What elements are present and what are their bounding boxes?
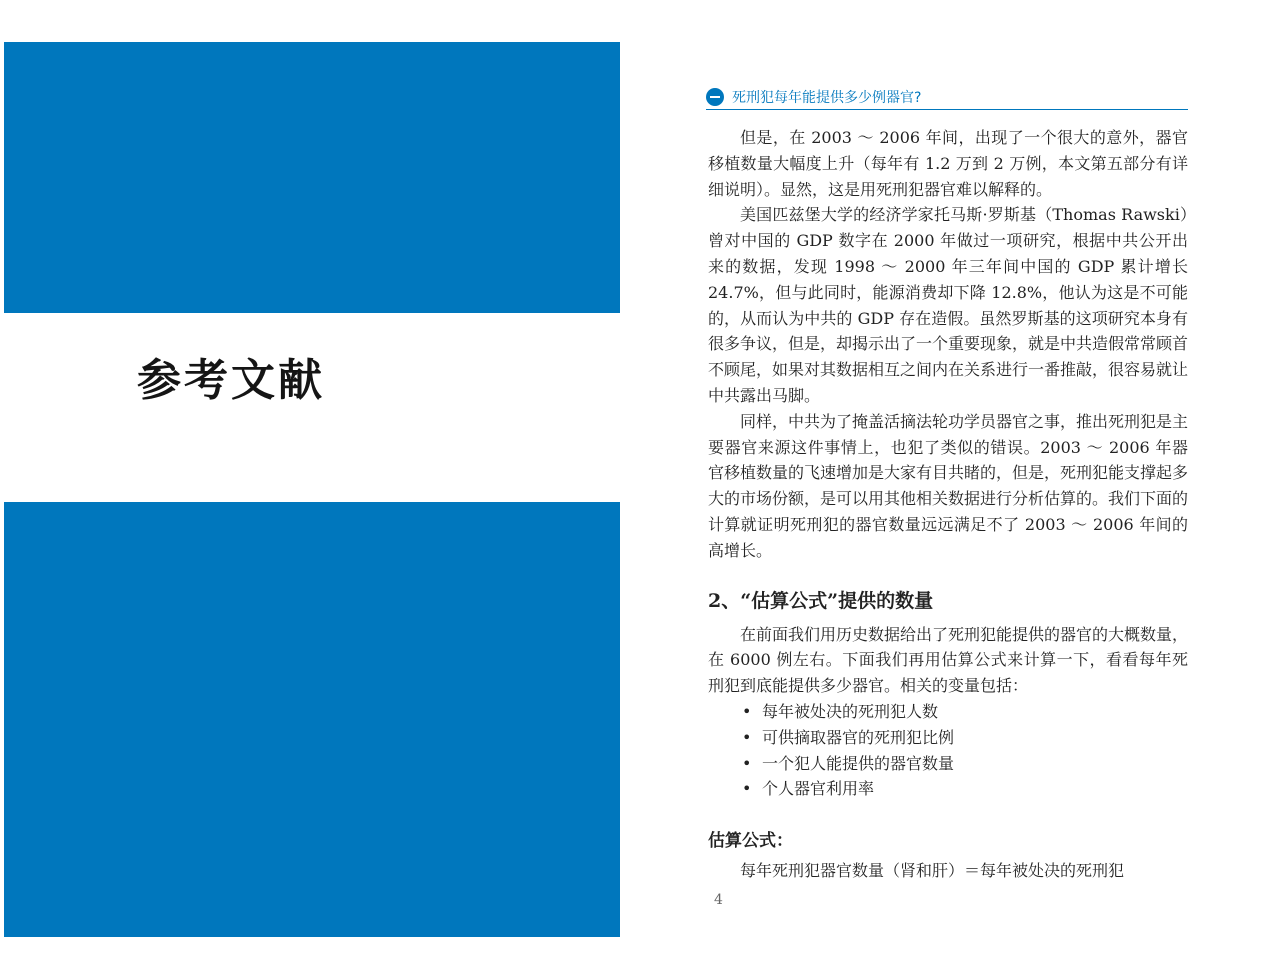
list-item: • 可供摘取器官的死刑犯比例: [742, 725, 1188, 751]
list-item: • 个人器官利用率: [742, 776, 1188, 802]
paragraph: 美国匹兹堡大学的经济学家托马斯·罗斯基（Thomas Rawski）曾对中国的 GDP 数字在 2000 年做过一项研究，根据中共公开出来的数据，发现 1998 ～ 2000 年三年间中国的 GDP 累计增长 24.7%，但与此同时，能源消费却下降 12.8%，他认为这是不可能的，从而认为中共的 GDP 存在造假。虽然罗斯基的这项研究本身有很多争议，但是，却揭示出了一个重要现象，就是中共造假常常顾首不顾尾，如果对其数据相互之间内在关系进行一番推敲，很容易就让中共露出马脚。: [708, 205, 1189, 405]
formula-heading: 估算公式：: [708, 831, 793, 852]
blue-block-bottom: [4, 502, 620, 937]
body-content: [708, 125, 1188, 884]
formula-text: 每年死刑犯器官数量（肾和肝）＝每年被处决的死刑犯: [740, 861, 1125, 881]
blue-block-top: [4, 42, 620, 313]
right-page: [632, 0, 1265, 978]
running-header-text: 死刑犯每年能提供多少例器官?: [732, 89, 922, 106]
section-heading: 2、“估算公式”提供的数量: [708, 589, 934, 612]
left-page: [0, 0, 632, 978]
paragraph: 同样，中共为了掩盖活摘法轮功学员器官之事，推出死刑犯是主要器官来源这件事情上，也犯了类似的错误。2003 ～ 2006 年器官移植数量的飞速增加是大家有目共睹的，但是，死刑犯能支撑起多大的市场份额，是可以用其他相关数据进行分析估算的。我们下面的计算就证明死刑犯的器官数量远远满足不了 2003 ～ 2006 年间的高增长。: [708, 411, 1189, 560]
page-number: 4: [714, 892, 723, 908]
running-header: [706, 84, 1188, 110]
paragraph: 但是，在 2003 ～ 2006 年间，出现了一个很大的意外，器官移植数量大幅度上升（每年有 1.2 万到 2 万例，本文第五部分有详细说明）。显然，这是用死刑犯器官难以解释的。: [708, 128, 1188, 199]
list-item: • 每年被处决的死刑犯人数: [742, 699, 1188, 725]
list-item: • 一个犯人能提供的器官数量: [742, 751, 1188, 777]
paragraph: 在前面我们用历史数据给出了死刑犯能提供的器官的大概数量，在 6000 例左右。下面我们再用估算公式来计算一下，看看每年死刑犯到底能提供多少器官。相关的变量包括：: [708, 624, 1189, 696]
variable-list: [708, 699, 1188, 802]
section-title: 参考文献: [137, 355, 325, 406]
chapter-minus-icon: [706, 88, 724, 106]
